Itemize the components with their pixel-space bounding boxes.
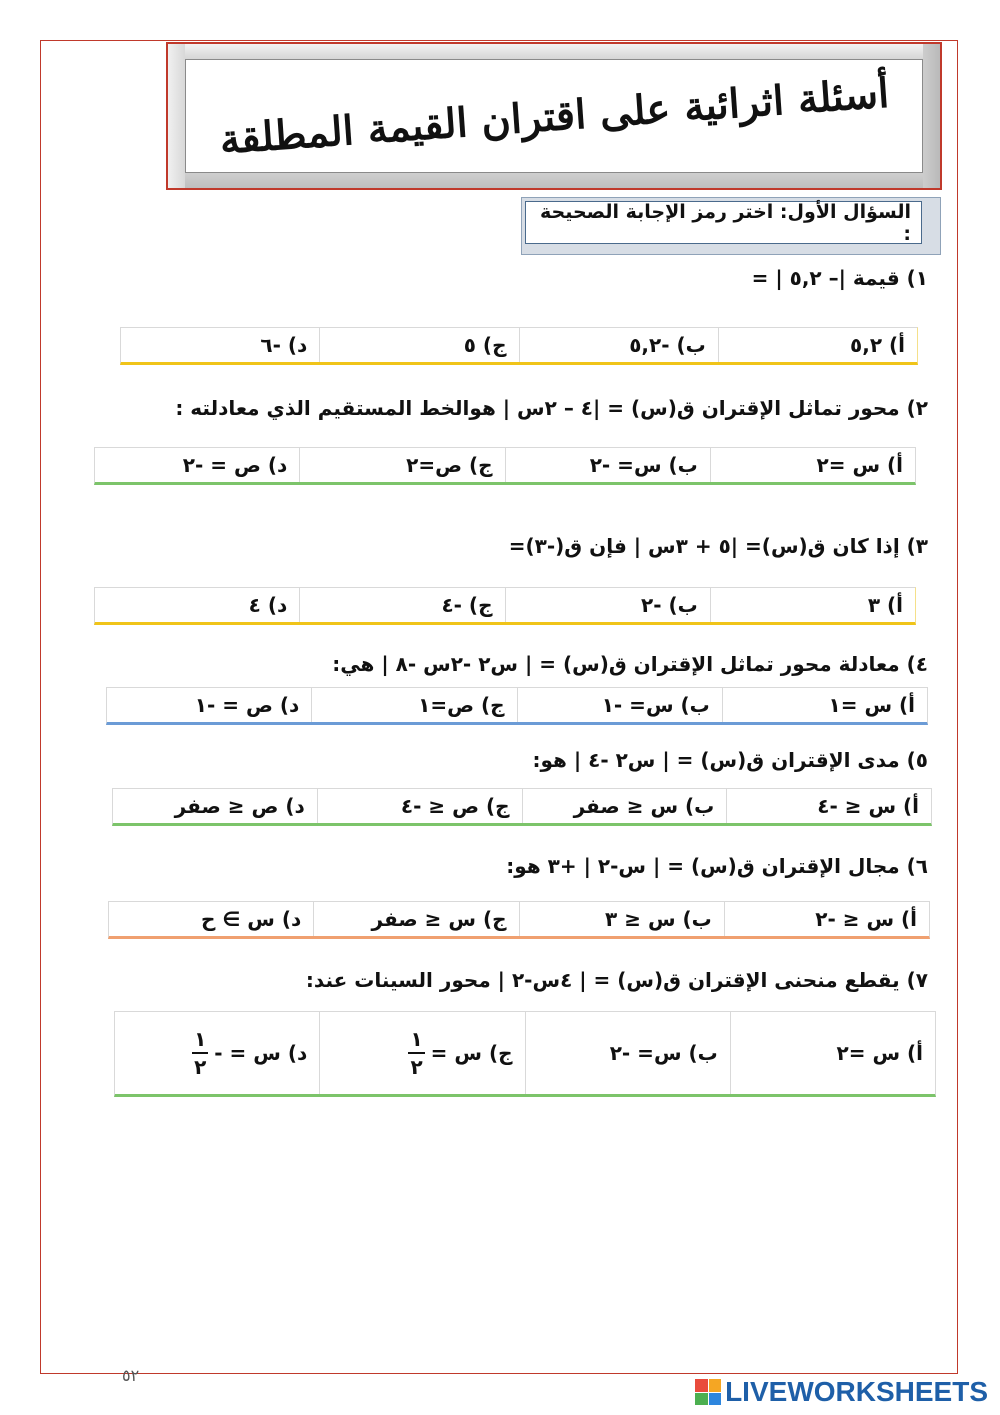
fraction-denominator: ٢	[410, 1055, 423, 1079]
question-3: ٣) إذا كان ق(س)= |٥ + ٣س | فإن ق(-٣)=	[508, 534, 928, 558]
question-5: ٥) مدى الإقتران ق(س) = | س٢ -٤ | هو:	[532, 748, 928, 772]
fraction-one-half-c	[408, 1029, 424, 1077]
option-7b[interactable]: ب) س= -٢	[525, 1012, 730, 1094]
options-row-2	[94, 447, 916, 485]
option-7d-label: د) س = -	[214, 1041, 308, 1065]
option-6b[interactable]: ب) س ≤ ٣	[519, 902, 724, 936]
option-5b[interactable]: ب) س ≤ صفر	[522, 789, 727, 823]
instruction-text: السؤال الأول: اختر رمز الإجابة الصحيحة :	[525, 201, 922, 244]
option-7c[interactable]	[319, 1012, 524, 1094]
fraction-one-half-d	[192, 1029, 208, 1077]
question-4: ٤) معادلة محور تماثل الإقتران ق(س) = | س٢ -٢س -٨ | هي:	[332, 652, 928, 676]
page-title: أسئلة اثرائية على اقتران القيمة المطلقة	[217, 69, 891, 163]
page-number: ٥٢	[122, 1366, 140, 1385]
fraction-numerator: ١	[192, 1029, 208, 1054]
option-2a[interactable]: أ) س =٢	[710, 448, 915, 482]
option-5a[interactable]: أ) س ≤ -٤	[726, 789, 931, 823]
logo-badge-icon	[695, 1379, 721, 1405]
question-2: ٢) محور تماثل الإقتران ق(س) = |٤ – ٢س | هوالخط المستقيم الذي معادلته :	[175, 396, 928, 420]
option-7d[interactable]	[115, 1012, 319, 1094]
option-5c[interactable]: ج) ص ≤ -٤	[317, 789, 522, 823]
options-row-4	[106, 687, 928, 725]
options-row-6	[108, 901, 930, 939]
option-6a[interactable]: أ) س ≤ -٢	[724, 902, 929, 936]
option-1d[interactable]: د) -٦	[260, 333, 308, 357]
option-2c[interactable]: ج) ص=٢	[299, 448, 504, 482]
option-7c-label: ج) س =	[430, 1041, 513, 1065]
option-2d[interactable]: د) ص = -٢	[182, 453, 288, 477]
question-6: ٦) مجال الإقتران ق(س) = | س-٢ | +٣ هو:	[506, 854, 928, 878]
option-7a[interactable]: أ) س =٢	[730, 1012, 935, 1094]
options-row-5	[112, 788, 932, 826]
option-4a[interactable]: أ) س =١	[722, 688, 927, 722]
instruction-box	[521, 197, 941, 255]
option-1c[interactable]: ج) ٥	[319, 328, 518, 362]
option-2b[interactable]: ب) س= -٢	[505, 448, 710, 482]
option-6c[interactable]: ج) س ≤ صفر	[313, 902, 518, 936]
option-1a[interactable]: أ) ٥,٢	[718, 328, 917, 362]
options-row-7	[114, 1011, 936, 1097]
option-3d[interactable]: د) ٤	[248, 593, 288, 617]
options-row-3	[94, 587, 916, 625]
question-1: ١) قيمة |– ٥,٢ | =	[751, 266, 928, 290]
option-4d[interactable]: د) ص = -١	[194, 693, 300, 717]
question-7: ٧) يقطع منحنى الإقتران ق(س) = | ٤س-٢ | محور السينات عند:	[305, 968, 928, 992]
option-5d[interactable]: د) ص ≤ صفر	[174, 794, 305, 818]
fraction-denominator: ٢	[194, 1055, 207, 1079]
option-3a[interactable]: أ) ٣	[710, 588, 915, 622]
liveworksheets-logo	[695, 1376, 988, 1408]
logo-text: LIVEWORKSHEETS	[725, 1376, 988, 1407]
option-1b[interactable]: ب) -٥,٢	[519, 328, 718, 362]
title-banner	[166, 42, 942, 190]
option-4b[interactable]: ب) س= -١	[517, 688, 722, 722]
option-6d[interactable]: د) س ∋ ح	[201, 907, 302, 931]
option-4c[interactable]: ج) ص=١	[311, 688, 516, 722]
options-row-1	[120, 327, 918, 365]
option-3b[interactable]: ب) -٢	[505, 588, 710, 622]
fraction-numerator: ١	[408, 1029, 424, 1054]
option-3c[interactable]: ج) -٤	[299, 588, 504, 622]
